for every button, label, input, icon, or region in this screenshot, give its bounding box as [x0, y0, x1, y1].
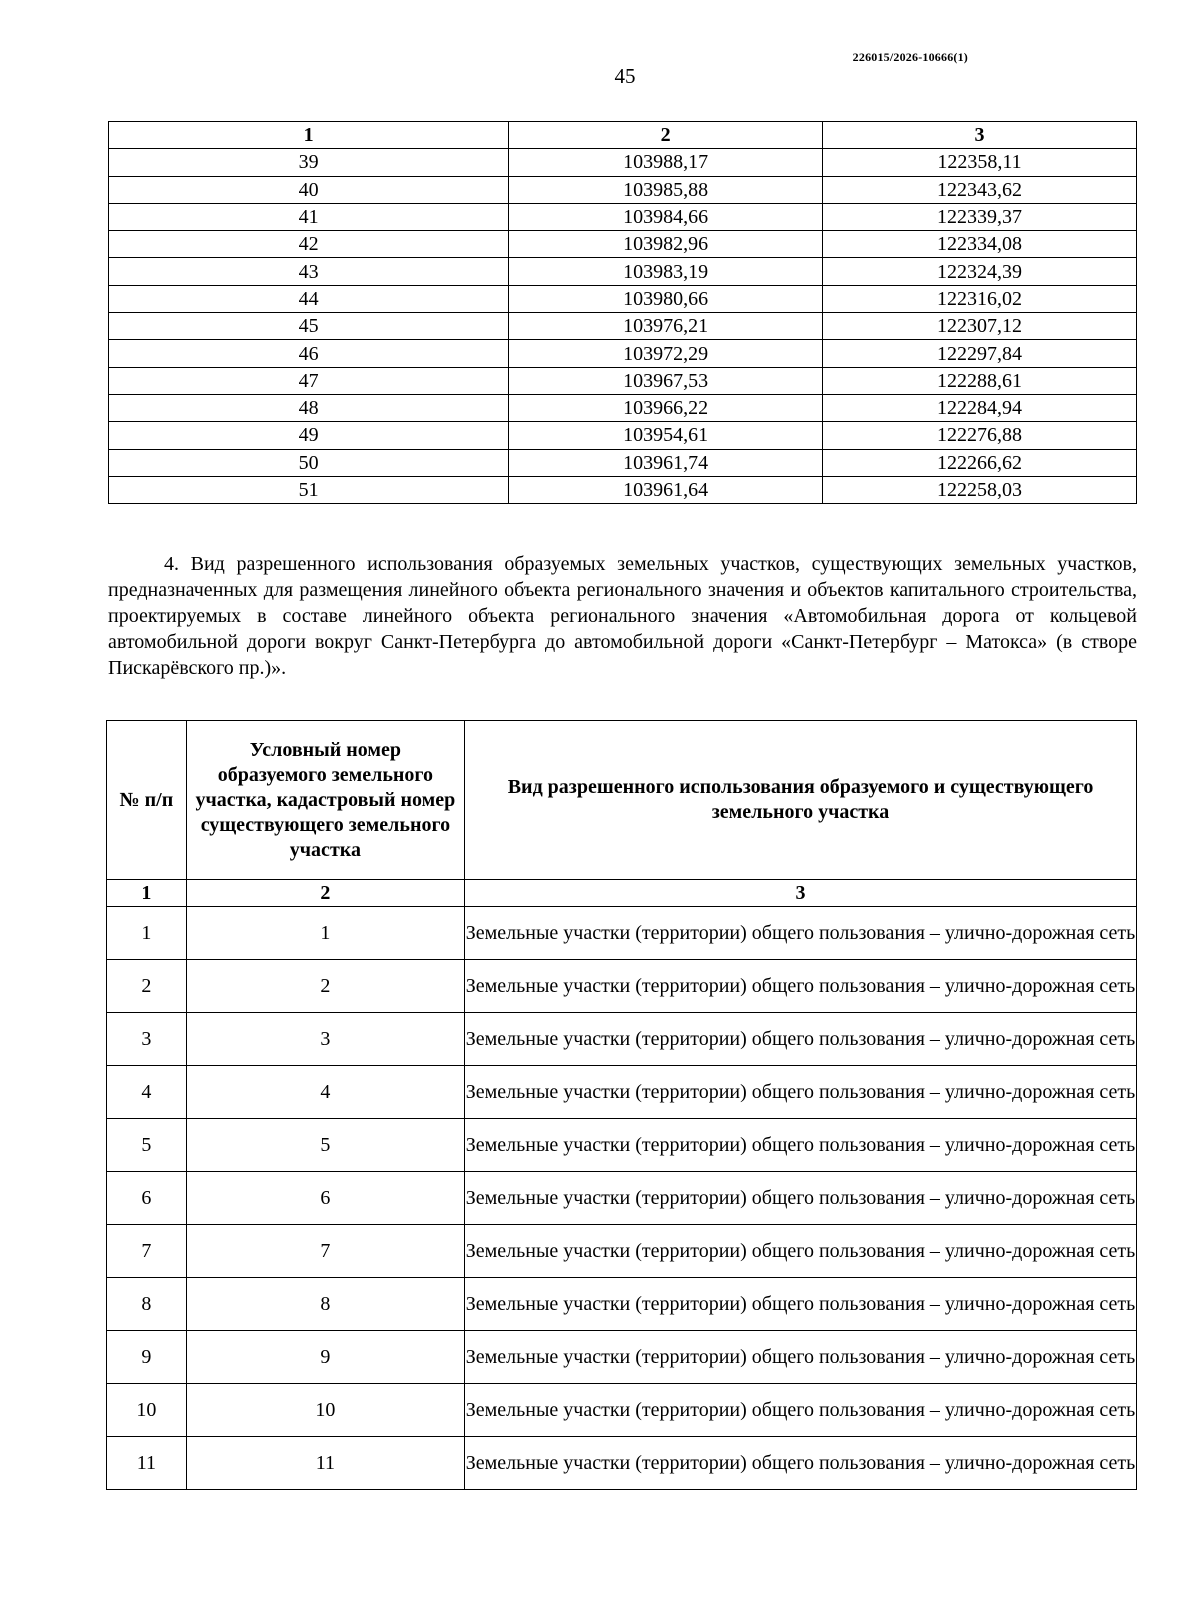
- permitted-use-cell: Земельные участки (территории) общего пользования – улично-дорожная сеть: [465, 1437, 1137, 1490]
- row-number-cell: 10: [107, 1384, 187, 1437]
- row-number-cell: 11: [107, 1437, 187, 1490]
- row-number-cell: 1: [107, 907, 187, 960]
- row-number-cell: 4: [107, 1066, 187, 1119]
- table-row: [107, 907, 1137, 960]
- header-permitted-use: Вид разрешенного использования образуемого и существующего земельного участка: [465, 721, 1137, 880]
- x-coordinate-cell: 103967,53: [509, 367, 823, 394]
- table-row: [109, 394, 1137, 421]
- permitted-use-table: [106, 720, 1137, 1490]
- point-number-cell: 51: [109, 476, 509, 503]
- point-number-cell: 41: [109, 203, 509, 230]
- x-coordinate-cell: 103976,21: [509, 313, 823, 340]
- row-number-cell: 8: [107, 1278, 187, 1331]
- permitted-use-cell: Земельные участки (территории) общего пользования – улично-дорожная сеть: [465, 1278, 1137, 1331]
- x-coordinate-cell: 103961,74: [509, 449, 823, 476]
- x-coordinate-cell: 103966,22: [509, 394, 823, 421]
- table-row: [109, 285, 1137, 312]
- permitted-use-column-numbers-row: [107, 880, 1137, 907]
- permitted-use-cell: Земельные участки (территории) общего пользования – улично-дорожная сеть: [465, 1384, 1137, 1437]
- table-row: [109, 203, 1137, 230]
- point-number-cell: 46: [109, 340, 509, 367]
- x-coordinate-cell: 103984,66: [509, 203, 823, 230]
- coordinates-table-header-row: [109, 122, 1137, 149]
- y-coordinate-cell: 122258,03: [823, 476, 1137, 503]
- row-number-cell: 7: [107, 1225, 187, 1278]
- table-row: [107, 1384, 1137, 1437]
- table-row: [107, 1437, 1137, 1490]
- table-row: [107, 1119, 1137, 1172]
- plot-number-cell: 11: [186, 1437, 464, 1490]
- plot-number-cell: 10: [186, 1384, 464, 1437]
- table-row: [109, 176, 1137, 203]
- coordinates-column-header: 1: [109, 122, 509, 149]
- section-4-paragraph: 4. Вид разрешенного использования образуемых земельных участков, существующих земельных участков, предназначенных для размещения линейного объекта регионального значения и объектов капитального строительства, проектируемых в составе линейного объекта регионального значения «Автомобильная дорога от кольцевой автомобильной дороги вокруг Санкт-Петербурга до автомобильной дороги «Санкт-Петербург – Матокса» (в створе Пискарёвского пр.)».: [108, 553, 1137, 679]
- y-coordinate-cell: 122284,94: [823, 394, 1137, 421]
- y-coordinate-cell: 122307,12: [823, 313, 1137, 340]
- table-row: [107, 1172, 1137, 1225]
- row-number-cell: 2: [107, 960, 187, 1013]
- table-row: [109, 422, 1137, 449]
- x-coordinate-cell: 103985,88: [509, 176, 823, 203]
- permitted-use-cell: Земельные участки (территории) общего пользования – улично-дорожная сеть: [465, 960, 1137, 1013]
- point-number-cell: 50: [109, 449, 509, 476]
- x-coordinate-cell: 103954,61: [509, 422, 823, 449]
- table-row: [109, 231, 1137, 258]
- point-number-cell: 39: [109, 149, 509, 176]
- y-coordinate-cell: 122334,08: [823, 231, 1137, 258]
- coordinates-table-body: [109, 149, 1137, 504]
- y-coordinate-cell: 122288,61: [823, 367, 1137, 394]
- plot-number-cell: 6: [186, 1172, 464, 1225]
- point-number-cell: 48: [109, 394, 509, 421]
- table-row: [109, 149, 1137, 176]
- coordinates-table: [108, 121, 1137, 504]
- permitted-use-cell: Земельные участки (территории) общего пользования – улично-дорожная сеть: [465, 1331, 1137, 1384]
- y-coordinate-cell: 122339,37: [823, 203, 1137, 230]
- table-row: [107, 960, 1137, 1013]
- column-number: 3: [465, 880, 1137, 907]
- x-coordinate-cell: 103982,96: [509, 231, 823, 258]
- y-coordinate-cell: 122358,11: [823, 149, 1137, 176]
- point-number-cell: 40: [109, 176, 509, 203]
- table-row: [107, 1225, 1137, 1278]
- point-number-cell: 45: [109, 313, 509, 340]
- point-number-cell: 44: [109, 285, 509, 312]
- document-id: 226015/2026-10666(1): [852, 50, 968, 64]
- y-coordinate-cell: 122266,62: [823, 449, 1137, 476]
- permitted-use-cell: Земельные участки (территории) общего пользования – улично-дорожная сеть: [465, 1172, 1137, 1225]
- plot-number-cell: 8: [186, 1278, 464, 1331]
- point-number-cell: 42: [109, 231, 509, 258]
- header-plot-number: Условный номер образуемого земельного участка, кадастровый номер существующего земельного участка: [186, 721, 464, 880]
- coordinates-column-header: 2: [509, 122, 823, 149]
- column-number: 2: [186, 880, 464, 907]
- permitted-use-cell: Земельные участки (территории) общего пользования – улично-дорожная сеть: [465, 907, 1137, 960]
- y-coordinate-cell: 122343,62: [823, 176, 1137, 203]
- permitted-use-cell: Земельные участки (территории) общего пользования – улично-дорожная сеть: [465, 1066, 1137, 1119]
- table-row: [109, 476, 1137, 503]
- table-row: [109, 313, 1137, 340]
- plot-number-cell: 2: [186, 960, 464, 1013]
- table-row: [107, 1331, 1137, 1384]
- row-number-cell: 9: [107, 1331, 187, 1384]
- table-row: [109, 340, 1137, 367]
- point-number-cell: 49: [109, 422, 509, 449]
- row-number-cell: 6: [107, 1172, 187, 1225]
- coordinates-column-header: 3: [823, 122, 1137, 149]
- permitted-use-header-row: [107, 721, 1137, 880]
- point-number-cell: 47: [109, 367, 509, 394]
- x-coordinate-cell: 103972,29: [509, 340, 823, 367]
- y-coordinate-cell: 122324,39: [823, 258, 1137, 285]
- table-row: [107, 1066, 1137, 1119]
- table-row: [107, 1013, 1137, 1066]
- header-row-number: № п/п: [107, 721, 187, 880]
- row-number-cell: 5: [107, 1119, 187, 1172]
- plot-number-cell: 1: [186, 907, 464, 960]
- row-number-cell: 3: [107, 1013, 187, 1066]
- x-coordinate-cell: 103988,17: [509, 149, 823, 176]
- plot-number-cell: 4: [186, 1066, 464, 1119]
- point-number-cell: 43: [109, 258, 509, 285]
- plot-number-cell: 5: [186, 1119, 464, 1172]
- table-row: [109, 449, 1137, 476]
- x-coordinate-cell: 103980,66: [509, 285, 823, 312]
- page-number: 45: [614, 64, 636, 88]
- x-coordinate-cell: 103961,64: [509, 476, 823, 503]
- permitted-use-cell: Земельные участки (территории) общего пользования – улично-дорожная сеть: [465, 1225, 1137, 1278]
- x-coordinate-cell: 103983,19: [509, 258, 823, 285]
- plot-number-cell: 7: [186, 1225, 464, 1278]
- y-coordinate-cell: 122316,02: [823, 285, 1137, 312]
- permitted-use-cell: Земельные участки (территории) общего пользования – улично-дорожная сеть: [465, 1119, 1137, 1172]
- y-coordinate-cell: 122297,84: [823, 340, 1137, 367]
- permitted-use-table-body: [107, 907, 1137, 1490]
- table-row: [109, 258, 1137, 285]
- y-coordinate-cell: 122276,88: [823, 422, 1137, 449]
- plot-number-cell: 3: [186, 1013, 464, 1066]
- column-number: 1: [107, 880, 187, 907]
- permitted-use-cell: Земельные участки (территории) общего пользования – улично-дорожная сеть: [465, 1013, 1137, 1066]
- table-row: [107, 1278, 1137, 1331]
- plot-number-cell: 9: [186, 1331, 464, 1384]
- table-row: [109, 367, 1137, 394]
